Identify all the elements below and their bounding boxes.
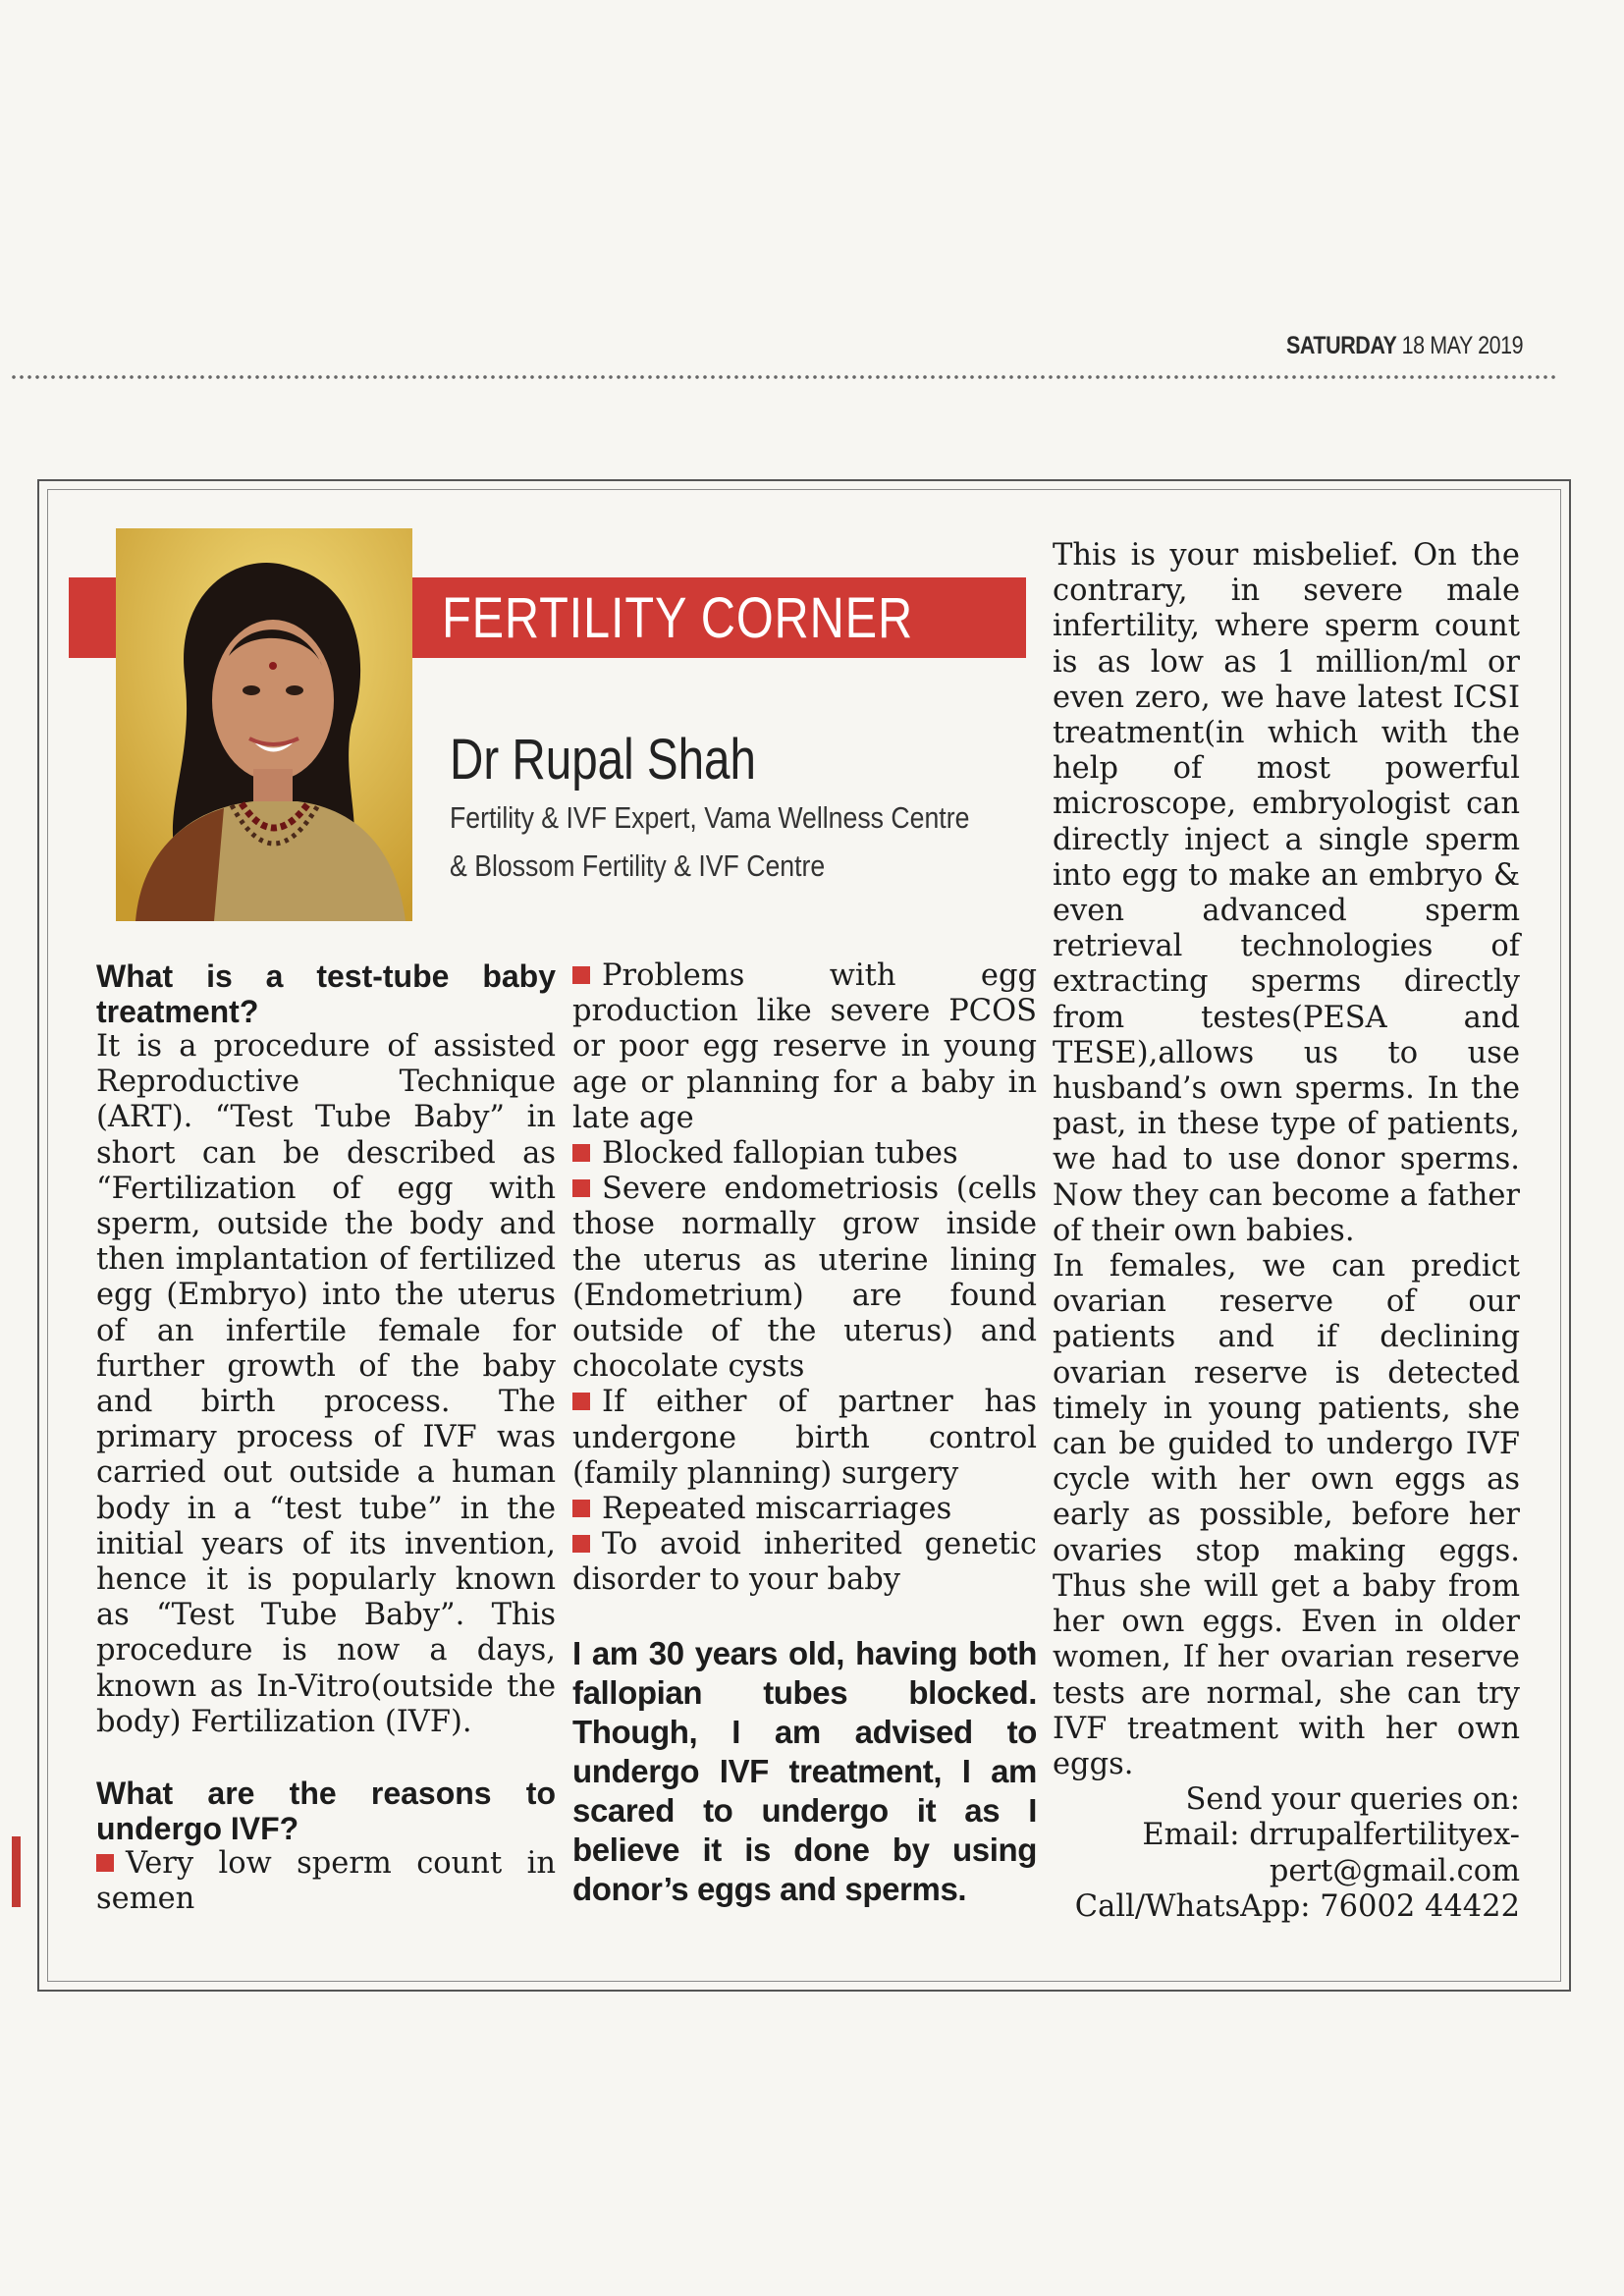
- email-address-part-1: drrupalfertilityex-: [1249, 1818, 1520, 1853]
- column-2: [572, 958, 1037, 1909]
- bullet-square-icon: [572, 1500, 590, 1517]
- question-heading-1: What is a test-tube baby treatment?: [96, 958, 556, 1029]
- question-heading-2: What are the reasons to undergo IVF?: [96, 1776, 556, 1847]
- contact-phone-line: [1053, 1889, 1520, 1925]
- email-label: Email:: [1142, 1818, 1240, 1853]
- bullet-square-icon: [96, 1854, 114, 1872]
- dateline: [1286, 332, 1523, 360]
- dateline-date: 18 MAY 2019: [1401, 332, 1524, 359]
- column-3: [1053, 538, 1520, 1925]
- answer-paragraph-3: In females, we can predict ovarian reserve of our patients and if declining ovarian reserve is detected timely in young patients, she can be guided to undergo IVF cycle with her own eggs as early as possible, before her ovaries stop making eggs. Thus she will get a baby from her own eggs. Even in older women, If her ovarian reserve tests are normal, she can try IVF treatment with her own eggs.: [1053, 1249, 1520, 1781]
- bullet-square-icon: [572, 1144, 590, 1162]
- author-photo: [116, 528, 412, 921]
- email-address-part-2: pert@gmail.com: [1269, 1853, 1520, 1888]
- answer-paragraph-2: This is your misbelief. On the contrary, in severe male infertility, where sperm count is as low as 1 million/ml or even zero, we have latest ICSI treatment(in which with the help of most powerful microscope, embryologist can directly inject a single sperm into egg to make an embryo & even advanced sperm retrieval technologies of extracting sperms directly from testes(PESA and TESE),allows us to use husband’s own sperms. In the past, in these type of patients, we had to use donor sperms. Now they can become a father of their own babies.: [1053, 538, 1520, 1248]
- phone-label: Call/WhatsApp:: [1074, 1888, 1311, 1924]
- bullet-square-icon: [572, 1535, 590, 1553]
- dateline-day: SATURDAY: [1286, 332, 1397, 359]
- author-role-line-1: Fertility & IVF Expert, Vama Wellness Centre: [450, 800, 970, 835]
- contact-intro: Send your queries on:: [1185, 1782, 1520, 1818]
- reason-item: Very low sperm count in semen: [96, 1846, 556, 1917]
- reason-item: Problems with egg production like severe PCOS or poor egg reserve in young age or planning for a baby in late age: [572, 958, 1037, 1135]
- reason-item: If either of partner has undergone birth control (family planning) surgery: [572, 1385, 1037, 1491]
- author-name: Dr Rupal Shah: [450, 728, 756, 792]
- reason-item: To avoid inherited genetic disorder to your baby: [572, 1527, 1037, 1598]
- reason-item: Blocked fallopian tubes: [572, 1136, 1037, 1172]
- margin-red-mark: [12, 1836, 21, 1907]
- bullet-square-icon: [572, 1179, 590, 1197]
- column-1: [96, 958, 556, 1917]
- banner-title: FERTILITY CORNER: [442, 586, 913, 650]
- portrait-image: [116, 528, 412, 921]
- dotted-rule: [10, 373, 1556, 381]
- reader-query: I am 30 years old, having both fallopian tubes blocked. Though, I am advised to undergo IVF treatment, I am scared to undergo it as I believe it is done by using donor’s eggs and sperms.: [572, 1634, 1037, 1907]
- bullet-square-icon: [572, 966, 590, 984]
- phone-number: 76002 44422: [1320, 1888, 1520, 1924]
- author-role-line-2: & Blossom Fertility & IVF Centre: [450, 848, 826, 883]
- bullet-square-icon: [572, 1393, 590, 1410]
- reason-item: Severe endometriosis (cells those normally grow inside the uterus as uterine lining (Endometrium) are found outside of the uterus) and chocolate cysts: [572, 1172, 1037, 1385]
- author-role: [450, 793, 969, 890]
- answer-paragraph-1: It is a procedure of assisted Reproductive Technique (ART). “Test Tube Baby” in short can be described as “Fertilization of egg with sperm, outside the body and then implantation of fertilized egg (Embryo) into the uterus of an infertile female for further growth of the baby and birth process. The primary process of IVF was carried out outside a human body in a “test tube” in the initial years of its invention, hence it is popularly known as “Test Tube Baby”. This procedure is now a days, known as In-Vitro(outside the body) Fertilization (IVF).: [96, 1029, 556, 1739]
- contact-email-line: [1053, 1818, 1520, 1853]
- reason-item: Repeated miscarriages: [572, 1492, 1037, 1527]
